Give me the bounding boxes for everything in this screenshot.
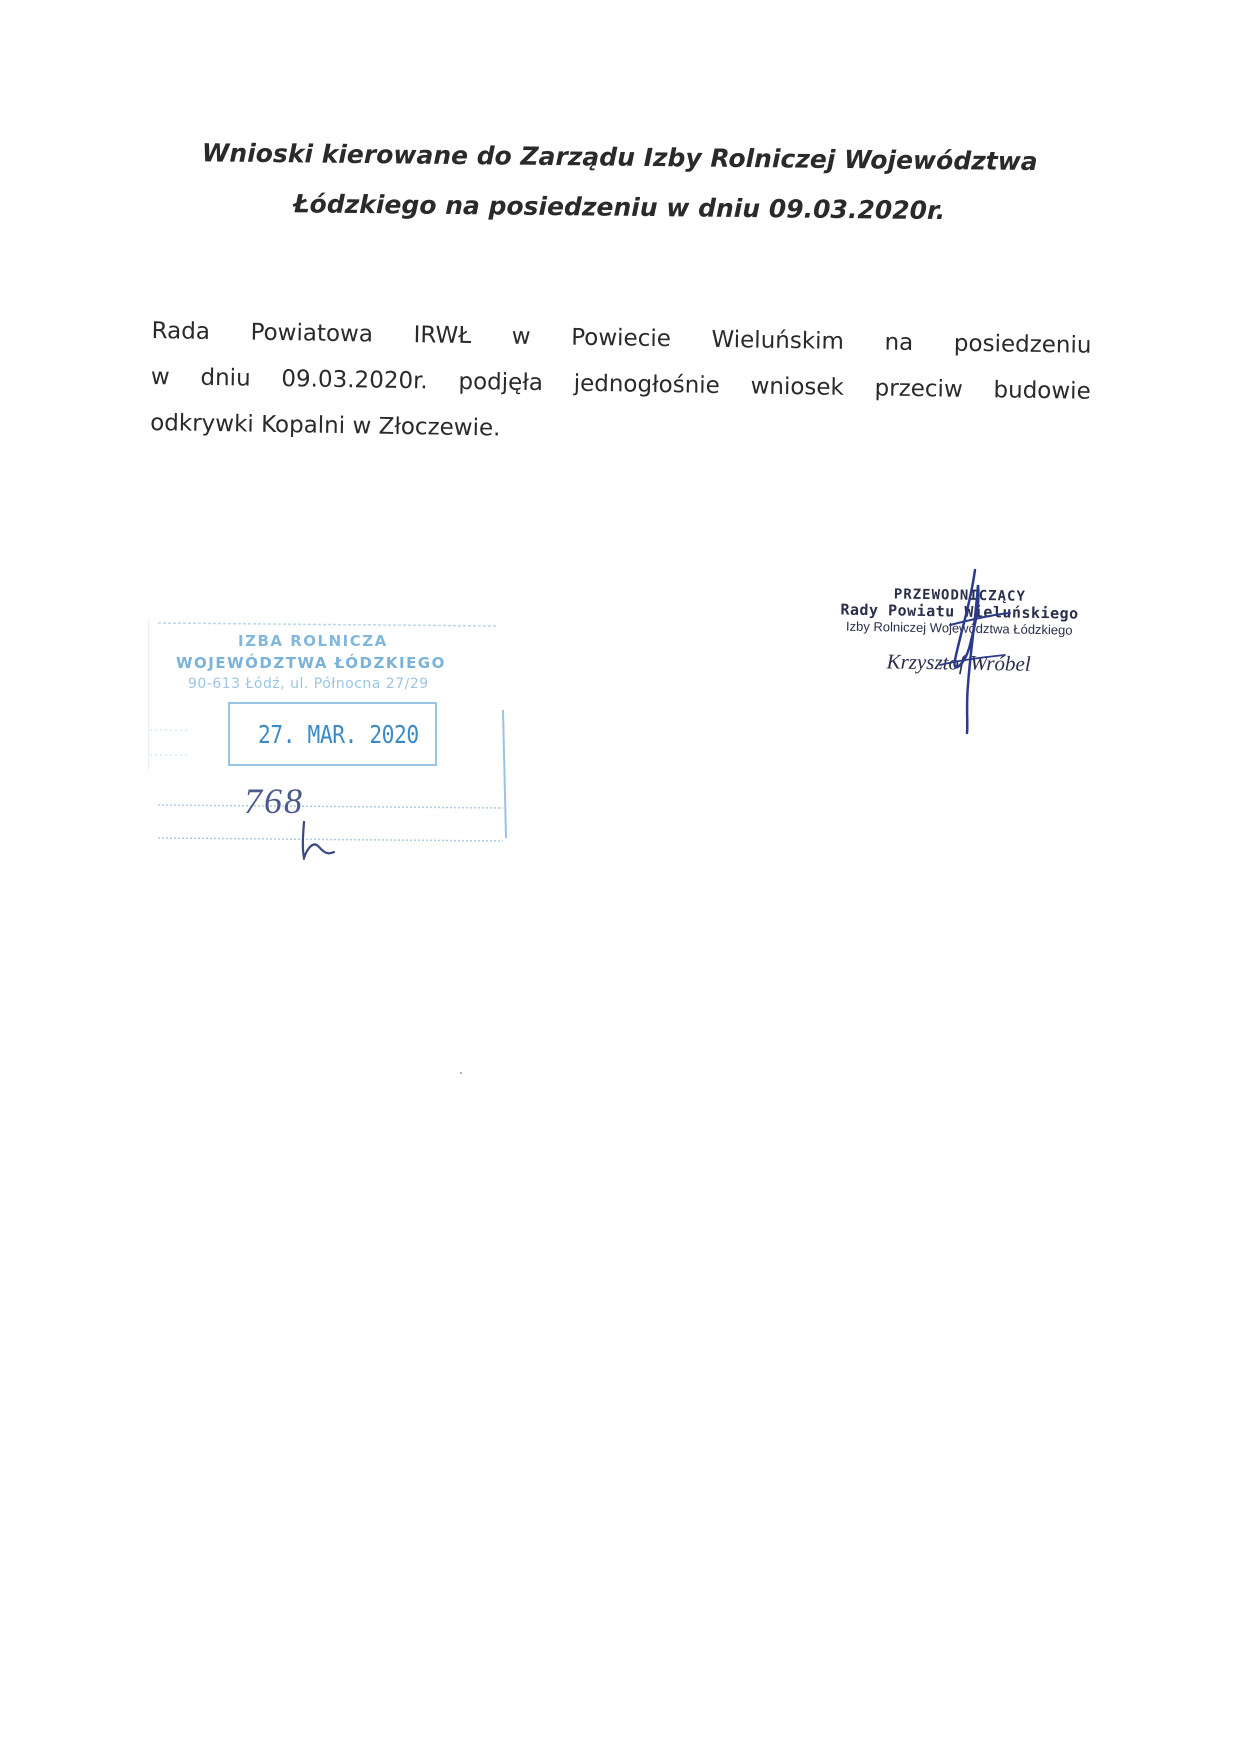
word: wniosek [750,373,845,401]
handwritten-initial-icon [298,820,338,860]
stamp-handwritten-number: 768 [244,781,304,821]
title-line-1: Wnioski kierowane do Zarządu Izby Rolniczej Województwa [201,138,1038,177]
word: Powiecie [571,324,672,353]
word: posiedzeniu [953,330,1092,359]
title-line-2: Łódzkiego na posiedzeniu w dniu 09.03.2020r. [292,189,946,226]
document-title [169,128,1070,237]
word: w [150,363,170,391]
word: Rada [151,317,211,345]
signature-title: PRZEWODNICZĄCY [893,586,1026,605]
word: Powiatowa [250,319,374,348]
stamp-date: 27. MAR. 2020 [258,720,419,749]
stamp-line-1: IZBA ROLNICZA [238,632,388,650]
body-paragraph [150,308,1092,461]
word: przeciw [874,375,963,403]
word: IRWŁ [413,322,472,350]
stamp-line-2: WOJEWÓDZTWA ŁÓDZKIEGO [176,654,446,672]
word: na [884,329,914,356]
stamp-line-3: 90-613 Łódź, ul. Północna 27/29 [188,676,429,692]
word: w [511,323,531,350]
body-line-3-text: odkrywki Kopalni w Złoczewie. [149,409,501,442]
reception-stamp [148,620,508,850]
word: podjęła [458,368,544,397]
word: 09.03.2020r. [281,366,428,395]
signature-council: Rady Powiatu Wieluńskiego [840,600,1079,623]
scan-speck [460,1072,462,1074]
handwritten-signature-icon [930,565,1020,735]
signature-name: Krzysztof Wróbel [886,649,1031,676]
word: dniu [200,364,251,392]
word: budowie [993,377,1091,405]
word: Wieluńskim [711,326,845,355]
signature-chamber: Izby Rolniczej Województwa Łódzkiego [845,618,1073,638]
word: jednogłośnie [573,370,721,399]
